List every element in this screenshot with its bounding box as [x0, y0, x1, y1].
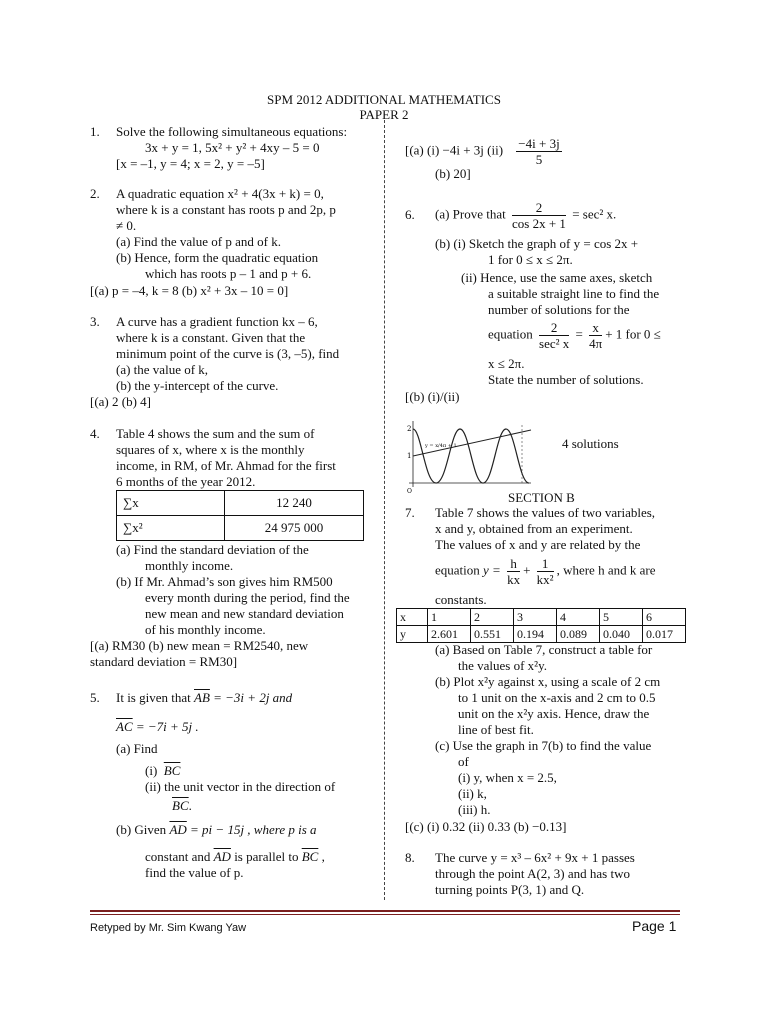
table-cell: 24 975 000: [225, 516, 364, 541]
table-cell: x: [397, 609, 428, 626]
q6-part-bii-3: number of solutions for the: [488, 302, 630, 317]
table-cell: 2: [471, 609, 514, 626]
q2-line2: where k is a constant has roots p and 2p, p: [116, 202, 336, 217]
q3-part-b: (b) the y-intercept of the curve.: [116, 378, 279, 393]
q7-line1: Table 7 shows the values of two variables,: [435, 505, 656, 520]
q4-answer-1: [(a) RM30 (b) new mean = RM2540, new: [90, 638, 309, 653]
fraction-numerator: x: [589, 320, 602, 336]
q4-part-a2: monthly income.: [145, 558, 234, 573]
footer-rule: [90, 914, 680, 915]
fraction-denominator: kx: [507, 572, 521, 587]
fraction-numerator: −4i + 3j: [518, 136, 560, 151]
q8-line2: through the point A(2, 3) and has two: [435, 866, 630, 881]
q3-number: 3.: [90, 314, 100, 329]
q5-c-pre: constant and: [145, 849, 211, 864]
fraction-numerator: 1: [537, 556, 554, 572]
q6-number: 6.: [405, 207, 415, 222]
q7-part-a2: the values of x²y.: [458, 658, 547, 673]
table-row: [117, 491, 364, 516]
q4-part-b3: new mean and new standard deviation: [145, 606, 344, 621]
q6-fraction: [512, 200, 566, 231]
q5-answer-a: [405, 136, 565, 167]
q6-eq-end: + 1 for 0 ≤: [605, 326, 661, 342]
document-title: SPM 2012 ADDITIONAL MATHEMATICS: [267, 92, 501, 107]
q7-part-a1: (a) Based on Table 7, construct a table for: [435, 642, 653, 657]
q2-part-b1: (b) Hence, form the quadratic equation: [116, 250, 319, 265]
vector-bc-3: $\overline{BC}$: [301, 849, 319, 864]
q4-part-b1: (b) If Mr. Ahmad’s son gives him RM500: [116, 574, 333, 589]
q3-answer: [(a) 2 (b) 4]: [90, 394, 151, 409]
q1-equations: 3x + y = 1, 5x² + y² + 4xy – 5 = 0: [145, 140, 320, 155]
fraction-denominator: 4π: [589, 336, 603, 351]
vector-bc: $\overline{BC}$: [163, 763, 181, 778]
q7-eq-end: , where h and k are: [556, 562, 656, 578]
q3-part-a: (a) the value of k,: [116, 362, 209, 377]
q4-line1: Table 4 shows the sum and the sum of: [116, 426, 315, 441]
q7-equation: equation y = $\frac{h}{kx}$ + $\frac{1}{\text{kx²}}$ , where h and k are: [435, 556, 656, 587]
q5-line1: [116, 690, 292, 706]
q6-part-bii-5: State the number of solutions.: [488, 372, 644, 387]
table-cell: 0.551: [471, 626, 514, 643]
q2-part-b2: which has roots p – 1 and p + 6.: [145, 266, 312, 281]
document-subtitle: PAPER 2: [359, 107, 409, 122]
section-b-heading: SECTION B: [508, 490, 575, 505]
q5-c-mid: is parallel to: [230, 849, 299, 864]
q6-a-pre: (a) Prove that: [435, 206, 506, 222]
fraction-denominator: 5: [535, 152, 543, 167]
table-cell: 0.089: [557, 626, 600, 643]
fraction-denominator: cos 2x + 1: [512, 216, 566, 231]
table-cell: 3: [514, 609, 557, 626]
q1-stem: Solve the following simultaneous equations:: [116, 124, 348, 139]
fraction-numerator: 2: [539, 320, 569, 336]
q8-number: 8.: [405, 850, 415, 865]
q2-line1: A quadratic equation x² + 4(3x + k) = 0,: [116, 186, 324, 201]
q5-ai-num: (i): [145, 763, 158, 778]
q5-ad-eq: = pi − 15j , where p is a: [186, 822, 317, 837]
q6-part-bi-2: 1 for 0 ≤ x ≤ 2π.: [488, 252, 573, 267]
q6-a-end: = sec² x.: [568, 206, 617, 222]
q7-line3: The values of x and y are related by the: [435, 537, 641, 552]
unit-vector-fraction: [516, 136, 561, 167]
table-cell: 6: [643, 609, 686, 626]
cosine-curve: [413, 429, 529, 483]
fraction-numerator: h: [507, 556, 520, 572]
q5-answer-b: (b) 20]: [435, 166, 471, 181]
origin-label: O: [407, 488, 412, 495]
footer-credit: Retyped by Mr. Sim Kwang Yaw: [90, 922, 247, 934]
q7-part-cii: (ii) k,: [458, 786, 487, 801]
q5-line2: [116, 719, 199, 735]
q4-number: 4.: [90, 426, 100, 441]
q5-ac-eq: = −7i + 5j .: [132, 719, 199, 734]
q4-part-a1: (a) Find the standard deviation of the: [116, 542, 309, 557]
vector-ad-2: $\overline{AD}$: [213, 849, 231, 864]
q7-number: 7.: [405, 505, 415, 520]
q5-part-a: (a) Find: [116, 741, 158, 756]
q7-part-c2: of: [458, 754, 469, 769]
q4-part-b4: of his monthly income.: [145, 622, 266, 637]
q4-line2: squares of x, where x is the monthly: [116, 442, 305, 457]
q7-part-ciii: (iii) h.: [458, 802, 491, 817]
table-cell: 12 240: [225, 491, 364, 516]
q1-number: 1.: [90, 124, 100, 139]
q2-line3: ≠ 0.: [116, 218, 137, 233]
q7-line4: constants.: [435, 592, 487, 607]
q7-part-b4: line of best fit.: [458, 722, 534, 737]
q6-part-bii-2: a suitable straight line to find the: [488, 286, 660, 301]
q3-line1: A curve has a gradient function kx – 6,: [116, 314, 318, 329]
q5-part-b-line3: find the value of p.: [145, 865, 244, 880]
table-cell: 4: [557, 609, 600, 626]
q5-period: .: [188, 798, 192, 813]
q5-b-pre: (b) Given: [116, 822, 167, 837]
q8-line1: The curve y = x³ – 6x² + 9x + 1 passes: [435, 850, 635, 865]
q7-answer: [(c) (i) 0.32 (ii) 0.33 (b) −0.13]: [405, 819, 567, 834]
fraction-numerator: 2: [512, 200, 566, 216]
table-7: [396, 608, 686, 643]
table-cell: ∑x²: [117, 516, 225, 541]
q6-eq-pre: equation: [488, 326, 533, 342]
q2-answer: [(a) p = –4, k = 8 (b) x² + 3x – 10 = 0]: [90, 283, 289, 298]
table-row: [397, 626, 686, 643]
q6-eq-fraction-1: [539, 320, 569, 351]
q7-part-c1: (c) Use the graph in 7(b) to find the value: [435, 738, 652, 753]
fraction-denominator: kx²: [536, 572, 554, 587]
q7-part-b2: to 1 unit on the x-axis and 2 cm to 0.5: [458, 690, 656, 705]
q6-equation: equation $\frac{2}{\text{sec² x}}$ = $\frac{x}{4\pi}$ + 1 for 0 ≤: [488, 320, 661, 351]
q7-part-ci: (i) y, when x = 2.5,: [458, 770, 557, 785]
q6-part-a: [435, 200, 616, 231]
q5-number: 5.: [90, 690, 100, 705]
table-4: [116, 490, 364, 541]
y-tick-2: 2: [407, 425, 412, 433]
q7-part-b3: unit on the x²y axis. Hence, draw the: [458, 706, 650, 721]
q8-line3: turning points P(3, 1) and Q.: [435, 882, 585, 897]
table-cell: 0.194: [514, 626, 557, 643]
line-label: y = x/4π + 1: [425, 443, 457, 449]
vector-ab: $\overline{AB}$: [194, 690, 210, 705]
q5-part-aii-vector: [172, 798, 192, 814]
vector-ad: $\overline{AD}$: [169, 822, 187, 837]
q7-eq-fraction-1: [507, 556, 520, 587]
table-cell: 0.040: [600, 626, 643, 643]
q5-part-b-line2: [145, 849, 325, 865]
q4-line4: 6 months of the year 2012.: [116, 474, 256, 489]
q6-sketch-graph: [405, 417, 535, 495]
footer-rule: [90, 910, 680, 912]
q5-part-aii: (ii) the unit vector in the direction of: [145, 779, 336, 794]
q5-ab-eq: = −3i + 2j and: [209, 690, 293, 705]
q2-number: 2.: [90, 186, 100, 201]
q7-eq-pre: equation: [435, 562, 480, 578]
column-divider: [384, 120, 385, 900]
q5-part-b: [116, 822, 317, 838]
q3-line2: where k is a constant. Given that the: [116, 330, 306, 345]
q7-eq-y: y =: [483, 562, 501, 578]
q5-part-ai: [145, 763, 180, 779]
table-cell: y: [397, 626, 428, 643]
q4-answer-2: standard deviation = RM30]: [90, 654, 238, 669]
fraction-denominator: sec² x: [539, 336, 570, 351]
page-number: Page 1: [632, 918, 677, 934]
q6-part-bii-4: x ≤ 2π.: [488, 356, 525, 371]
table-cell: ∑x: [117, 491, 225, 516]
q7-part-b1: (b) Plot x²y against x, using a scale of 2 cm: [435, 674, 661, 689]
q5-c-end: ,: [318, 849, 325, 864]
y-tick-1: 1: [407, 452, 412, 460]
q6-answer: [(b) (i)/(ii): [405, 389, 460, 404]
q5-text: It is given that: [116, 690, 191, 705]
q7-line2: x and y, obtained from an experiment.: [435, 521, 633, 536]
table-row: [397, 609, 686, 626]
q4-part-b2: every month during the period, find the: [145, 590, 350, 605]
q5-answer-pre: [(a) (i) −4i + 3j (ii): [405, 142, 504, 158]
q1-answer: [x = –1, y = 4; x = 2, y = –5]: [116, 156, 265, 171]
q4-line3: income, in RM, of Mr. Ahmad for the first: [116, 458, 336, 473]
q3-line3: minimum point of the curve is (3, –5), find: [116, 346, 340, 361]
q2-part-a: (a) Find the value of p and of k.: [116, 234, 281, 249]
table-cell: 5: [600, 609, 643, 626]
q6-part-bi-1: (b) (i) Sketch the graph of y = cos 2x +: [435, 236, 639, 251]
q6-eq-fraction-2: [589, 320, 602, 351]
q6-solutions: 4 solutions: [562, 436, 619, 451]
table-cell: 2.601: [428, 626, 471, 643]
vector-bc-2: $\overline{BC}$: [172, 798, 189, 813]
table-cell: 0.017: [643, 626, 686, 643]
q7-eq-fraction-2: [537, 556, 554, 587]
q6-part-bii-1: (ii) Hence, use the same axes, sketch: [461, 270, 653, 285]
table-cell: 1: [428, 609, 471, 626]
table-row: [117, 516, 364, 541]
vector-ac: $\overline{AC}$: [116, 719, 133, 734]
